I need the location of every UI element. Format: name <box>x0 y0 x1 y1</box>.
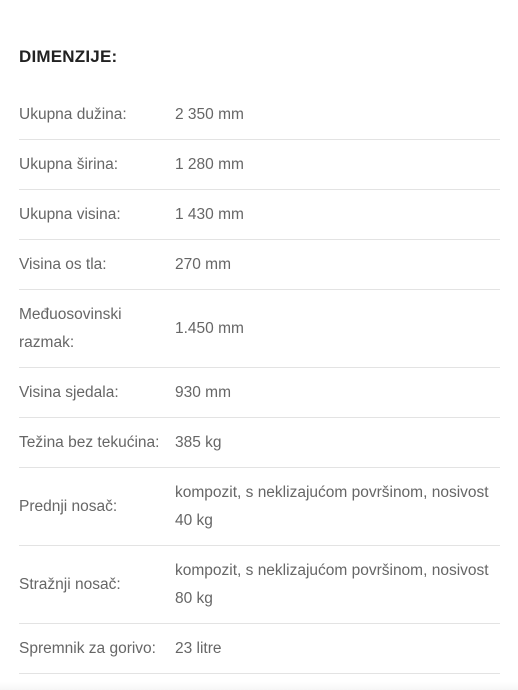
spec-value: 1 430 mm <box>175 205 244 223</box>
spec-row <box>19 140 500 190</box>
spec-label: Težina bez tekućina: <box>19 433 160 451</box>
spec-row <box>19 368 500 418</box>
spec-value: kompozit, s neklizajućom površinom, nosivost 40 kg <box>175 483 489 529</box>
spec-value: 385 kg <box>175 433 222 451</box>
spec-value: 930 mm <box>175 383 231 401</box>
spec-label: Ukupna visina: <box>19 205 121 223</box>
spec-label: Visina sjedala: <box>19 383 119 401</box>
specs-table <box>19 90 500 674</box>
spec-value: 1 280 mm <box>175 155 244 173</box>
spec-row <box>19 90 500 140</box>
spec-row <box>19 546 500 624</box>
spec-row <box>19 290 500 368</box>
spec-value: 270 mm <box>175 255 231 273</box>
section-title: DIMENZIJE: <box>19 47 118 66</box>
spec-value: 23 litre <box>175 639 222 657</box>
spec-label: Spremnik za gorivo: <box>19 639 156 657</box>
spec-value: 2 350 mm <box>175 105 244 123</box>
spec-row <box>19 240 500 290</box>
spec-row <box>19 468 500 546</box>
bottom-shadow <box>0 682 518 690</box>
spec-value: kompozit, s neklizajućom površinom, nosivost 80 kg <box>175 561 489 607</box>
spec-label: Prednji nosač: <box>19 497 118 515</box>
spec-label: Visina os tla: <box>19 255 107 273</box>
spec-label: Stražnji nosač: <box>19 575 121 593</box>
spec-row <box>19 624 500 674</box>
spec-value: 1.450 mm <box>175 319 244 337</box>
spec-row <box>19 418 500 468</box>
spec-row <box>19 190 500 240</box>
spec-label: Ukupna dužina: <box>19 105 127 123</box>
spec-label: Međuosovinski razmak: <box>19 305 122 351</box>
spec-label: Ukupna širina: <box>19 155 119 173</box>
